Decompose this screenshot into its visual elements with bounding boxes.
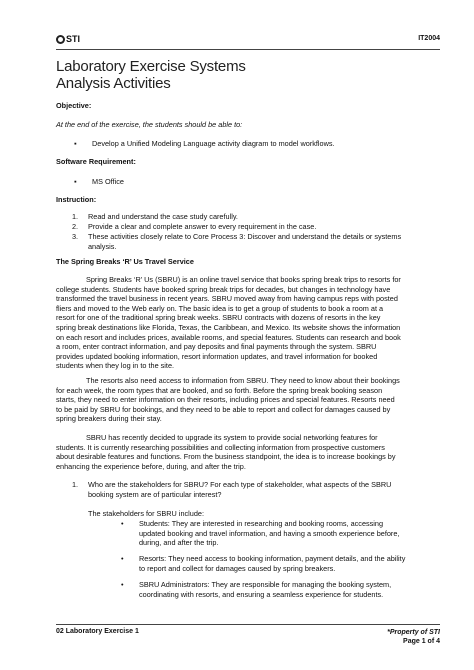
property-note: *Property of STI bbox=[387, 629, 440, 636]
answer-line: during, and after the trip. bbox=[139, 538, 219, 548]
instruction-text: Provide a clear and complete answer to every requirement in the case. bbox=[88, 222, 317, 231]
answer-item-resorts bbox=[121, 554, 429, 573]
paragraph-line: fliers and moved to the Web early on. The basic idea is to get a group of students to book a room at a bbox=[56, 303, 384, 313]
paragraph-line: enhancing the experience before, during, and after the trip. bbox=[56, 461, 246, 471]
header-divider bbox=[56, 49, 440, 50]
sti-logo bbox=[56, 34, 80, 44]
footer-label: 02 Laboratory Exercise 1 bbox=[56, 628, 139, 635]
instruction-number: 1. bbox=[72, 212, 79, 221]
instruction-heading: Instruction: bbox=[56, 195, 97, 204]
instruction-item bbox=[72, 212, 238, 222]
instruction-text: analysis. bbox=[88, 242, 117, 251]
page-header bbox=[56, 34, 440, 50]
bullet-icon: • bbox=[121, 580, 124, 589]
question-1 bbox=[72, 480, 422, 499]
paragraph-line: starts, they need to enter information on their resorts, including prices and special features. Resorts need bbox=[56, 395, 395, 405]
instruction-number: 3. bbox=[72, 232, 79, 241]
paragraph-line: to be paid by SBRU for bookings, and they need to be able to report and collect for damages caused by bbox=[56, 404, 391, 414]
answer-intro: The stakeholders for SBRU include: bbox=[88, 509, 204, 518]
answer-line: to report and collect for damages caused by spring breakers. bbox=[139, 563, 336, 573]
instruction-number: 2. bbox=[72, 222, 79, 231]
software-heading: Software Requirement: bbox=[56, 157, 136, 166]
paragraph-line: resort for one of the traditional spring break weeks. SBRU contracts with dozens of resorts in the key bbox=[56, 313, 381, 323]
answer-line: updated booking and travel information, and having a smooth experience before, bbox=[139, 528, 400, 538]
paragraph-line: provides updated booking information, resort information updates, and travel information for booked bbox=[56, 351, 378, 361]
objective-item bbox=[74, 139, 335, 149]
answer-line: coordinating with resorts, and ensuring a seamless experience for students. bbox=[139, 589, 384, 599]
instruction-number bbox=[72, 242, 88, 252]
question-line: booking system are of particular interest? bbox=[88, 489, 222, 499]
objective-item-text: Develop a Unified Modeling Language activity diagram to model workflows. bbox=[92, 139, 335, 148]
paragraph-line: spring breakers during their stay. bbox=[56, 414, 162, 424]
answer-line: SBRU Administrators: They are responsible for managing the booking system, bbox=[139, 580, 392, 589]
title-line-2: Analysis Activities bbox=[56, 75, 171, 92]
paragraph-line: for each week, the room types that are booked, and so forth. Before the spring break booking season bbox=[56, 385, 383, 395]
question-line: Who are the stakeholders for SBRU? For each type of stakeholder, what aspects of the SBRU bbox=[88, 480, 392, 489]
page-number: Page 1 of 4 bbox=[403, 638, 440, 645]
paragraph-line: a room, enter contract information, and pay deposits and final payments through the system. SBRU bbox=[56, 342, 377, 352]
software-item-text: MS Office bbox=[92, 177, 124, 186]
paragraph-line: about desirable features and functions. From the business standpoint, the idea is to increase bookings by bbox=[56, 452, 396, 462]
case-heading: The Spring Breaks ‘R’ Us Travel Service bbox=[56, 257, 194, 266]
footer-divider bbox=[56, 624, 440, 625]
paragraph-line: Spring Breaks ‘R’ Us (SBRU) is an online travel service that books spring break trips to resorts for bbox=[86, 275, 401, 284]
question-number: 1. bbox=[72, 480, 79, 489]
paragraph-line: The resorts also need access to information from SBRU. They need to know about their bookings bbox=[86, 376, 400, 385]
bullet-icon: • bbox=[121, 519, 124, 528]
case-paragraph-1 bbox=[56, 275, 422, 371]
objective-heading: Objective: bbox=[56, 101, 92, 110]
sti-logo-icon bbox=[56, 35, 65, 44]
case-paragraph-2 bbox=[56, 376, 422, 424]
objective-intro: At the end of the exercise, the students should be able to: bbox=[56, 120, 243, 129]
software-item bbox=[74, 177, 124, 187]
instruction-text: These activities closely relate to Core Process 3: Discover and understand the details or systems bbox=[88, 232, 402, 241]
instruction-item bbox=[72, 222, 316, 232]
paragraph-line: college students. Students have booked spring break trips for decades, but changes in technology have bbox=[56, 284, 391, 294]
instruction-item bbox=[72, 242, 116, 252]
answer-line: Students: They are interested in researching and booking rooms, accessing bbox=[139, 519, 384, 528]
bullet-icon: ▪ bbox=[74, 139, 77, 148]
answer-line: Resorts: They need access to booking information, payment details, and the ability bbox=[139, 554, 406, 563]
answer-item-students bbox=[121, 519, 429, 548]
paragraph-line: students when they log in to the site. bbox=[56, 361, 175, 371]
paragraph-line: on each resort and includes prices, available rooms, and special features. Students can research and book bbox=[56, 332, 401, 342]
page-title bbox=[56, 58, 246, 92]
document-code: IT2004 bbox=[418, 35, 440, 42]
paragraph-line: transformed the travel business in recent years. SBRU moved away from having campus reps with posted bbox=[56, 294, 398, 304]
bullet-icon: • bbox=[121, 554, 124, 563]
footer-info bbox=[387, 628, 440, 646]
paragraph-line: students. It is currently researching possibilities and collecting information from prospective customers bbox=[56, 442, 385, 452]
paragraph-line: spring break destinations like Florida, Texas, the Caribbean, and Mexico. Its website shows the information bbox=[56, 322, 401, 332]
logo-text: STI bbox=[66, 34, 81, 44]
instruction-item bbox=[72, 232, 401, 242]
paragraph-line: SBRU has recently decided to upgrade its system to provide social networking features for bbox=[86, 433, 378, 442]
title-line-1: Laboratory Exercise Systems bbox=[56, 58, 246, 75]
case-paragraph-3 bbox=[56, 433, 422, 471]
instruction-text: Read and understand the case study carefully. bbox=[88, 212, 238, 221]
bullet-icon: ▪ bbox=[74, 177, 77, 186]
answer-item-administrators bbox=[121, 580, 429, 599]
